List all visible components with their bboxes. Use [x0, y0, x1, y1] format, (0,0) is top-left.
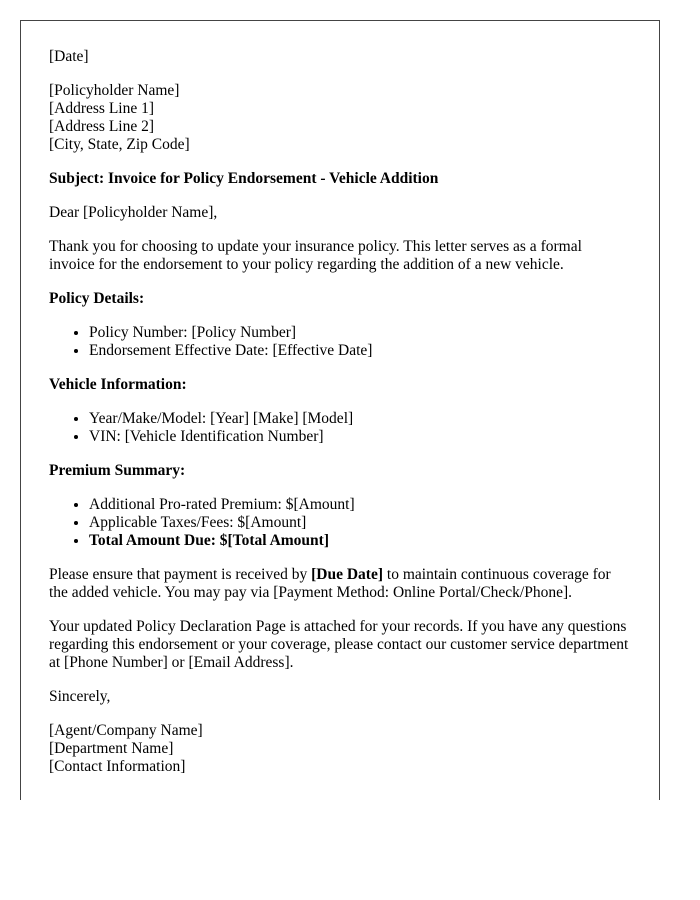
letter-page	[20, 20, 660, 800]
letter-salutation: Dear [Policyholder Name],	[49, 204, 218, 221]
policy-details-heading: Policy Details:	[49, 290, 145, 307]
signature-block	[49, 722, 631, 776]
due-date: [Due Date]	[311, 566, 384, 583]
premium-summary-heading: Premium Summary:	[49, 462, 186, 479]
premium-summary-list	[49, 496, 631, 550]
list-item: • Endorsement Effective Date: [Effective Date]	[89, 342, 631, 360]
signature-agent: [Agent/Company Name]	[49, 722, 203, 739]
recipient-address	[49, 82, 631, 154]
payment-paragraph	[49, 566, 631, 602]
list-item: • Policy Number: [Policy Number]	[89, 324, 631, 342]
recipient-address-line-1: [Address Line 1]	[49, 100, 155, 117]
letter-date: [Date]	[49, 48, 89, 65]
total-amount-due: • Total Amount Due: $[Total Amount]	[89, 532, 631, 550]
policy-details-list	[49, 324, 631, 360]
signature-contact: [Contact Information]	[49, 758, 186, 775]
letter-signoff: Sincerely,	[49, 688, 111, 705]
letter-intro: Thank you for choosing to update your insurance policy. This letter serves as a formal invoice for the endorsement to your policy regarding the addition of a new vehicle.	[49, 238, 582, 273]
recipient-name: [Policyholder Name]	[49, 82, 180, 99]
vehicle-info-list	[49, 410, 631, 446]
list-item: • Year/Make/Model: [Year] [Make] [Model]	[89, 410, 631, 428]
recipient-address-line-2: [Address Line 2]	[49, 118, 155, 135]
vehicle-info-heading: Vehicle Information:	[49, 376, 187, 393]
closing-paragraph: Your updated Policy Declaration Page is attached for your records. If you have any questions regarding this endorsement or your coverage, please contact our customer service department at [Phone Number] or [Email Address].	[49, 618, 629, 671]
recipient-city-state-zip: [City, State, Zip Code]	[49, 136, 190, 153]
payment-text-after: to maintain continuous coverage for the added vehicle. You may pay via [Payment Method: Online Portal/Check/Phone].	[49, 566, 611, 601]
list-item: • Additional Pro-rated Premium: $[Amount]	[89, 496, 631, 514]
signature-department: [Department Name]	[49, 740, 174, 757]
payment-text-before: Please ensure that payment is received by	[49, 566, 312, 583]
letter-subject: Subject: Invoice for Policy Endorsement - Vehicle Addition	[49, 170, 439, 187]
list-item: • VIN: [Vehicle Identification Number]	[89, 428, 631, 446]
list-item: • Applicable Taxes/Fees: $[Amount]	[89, 514, 631, 532]
